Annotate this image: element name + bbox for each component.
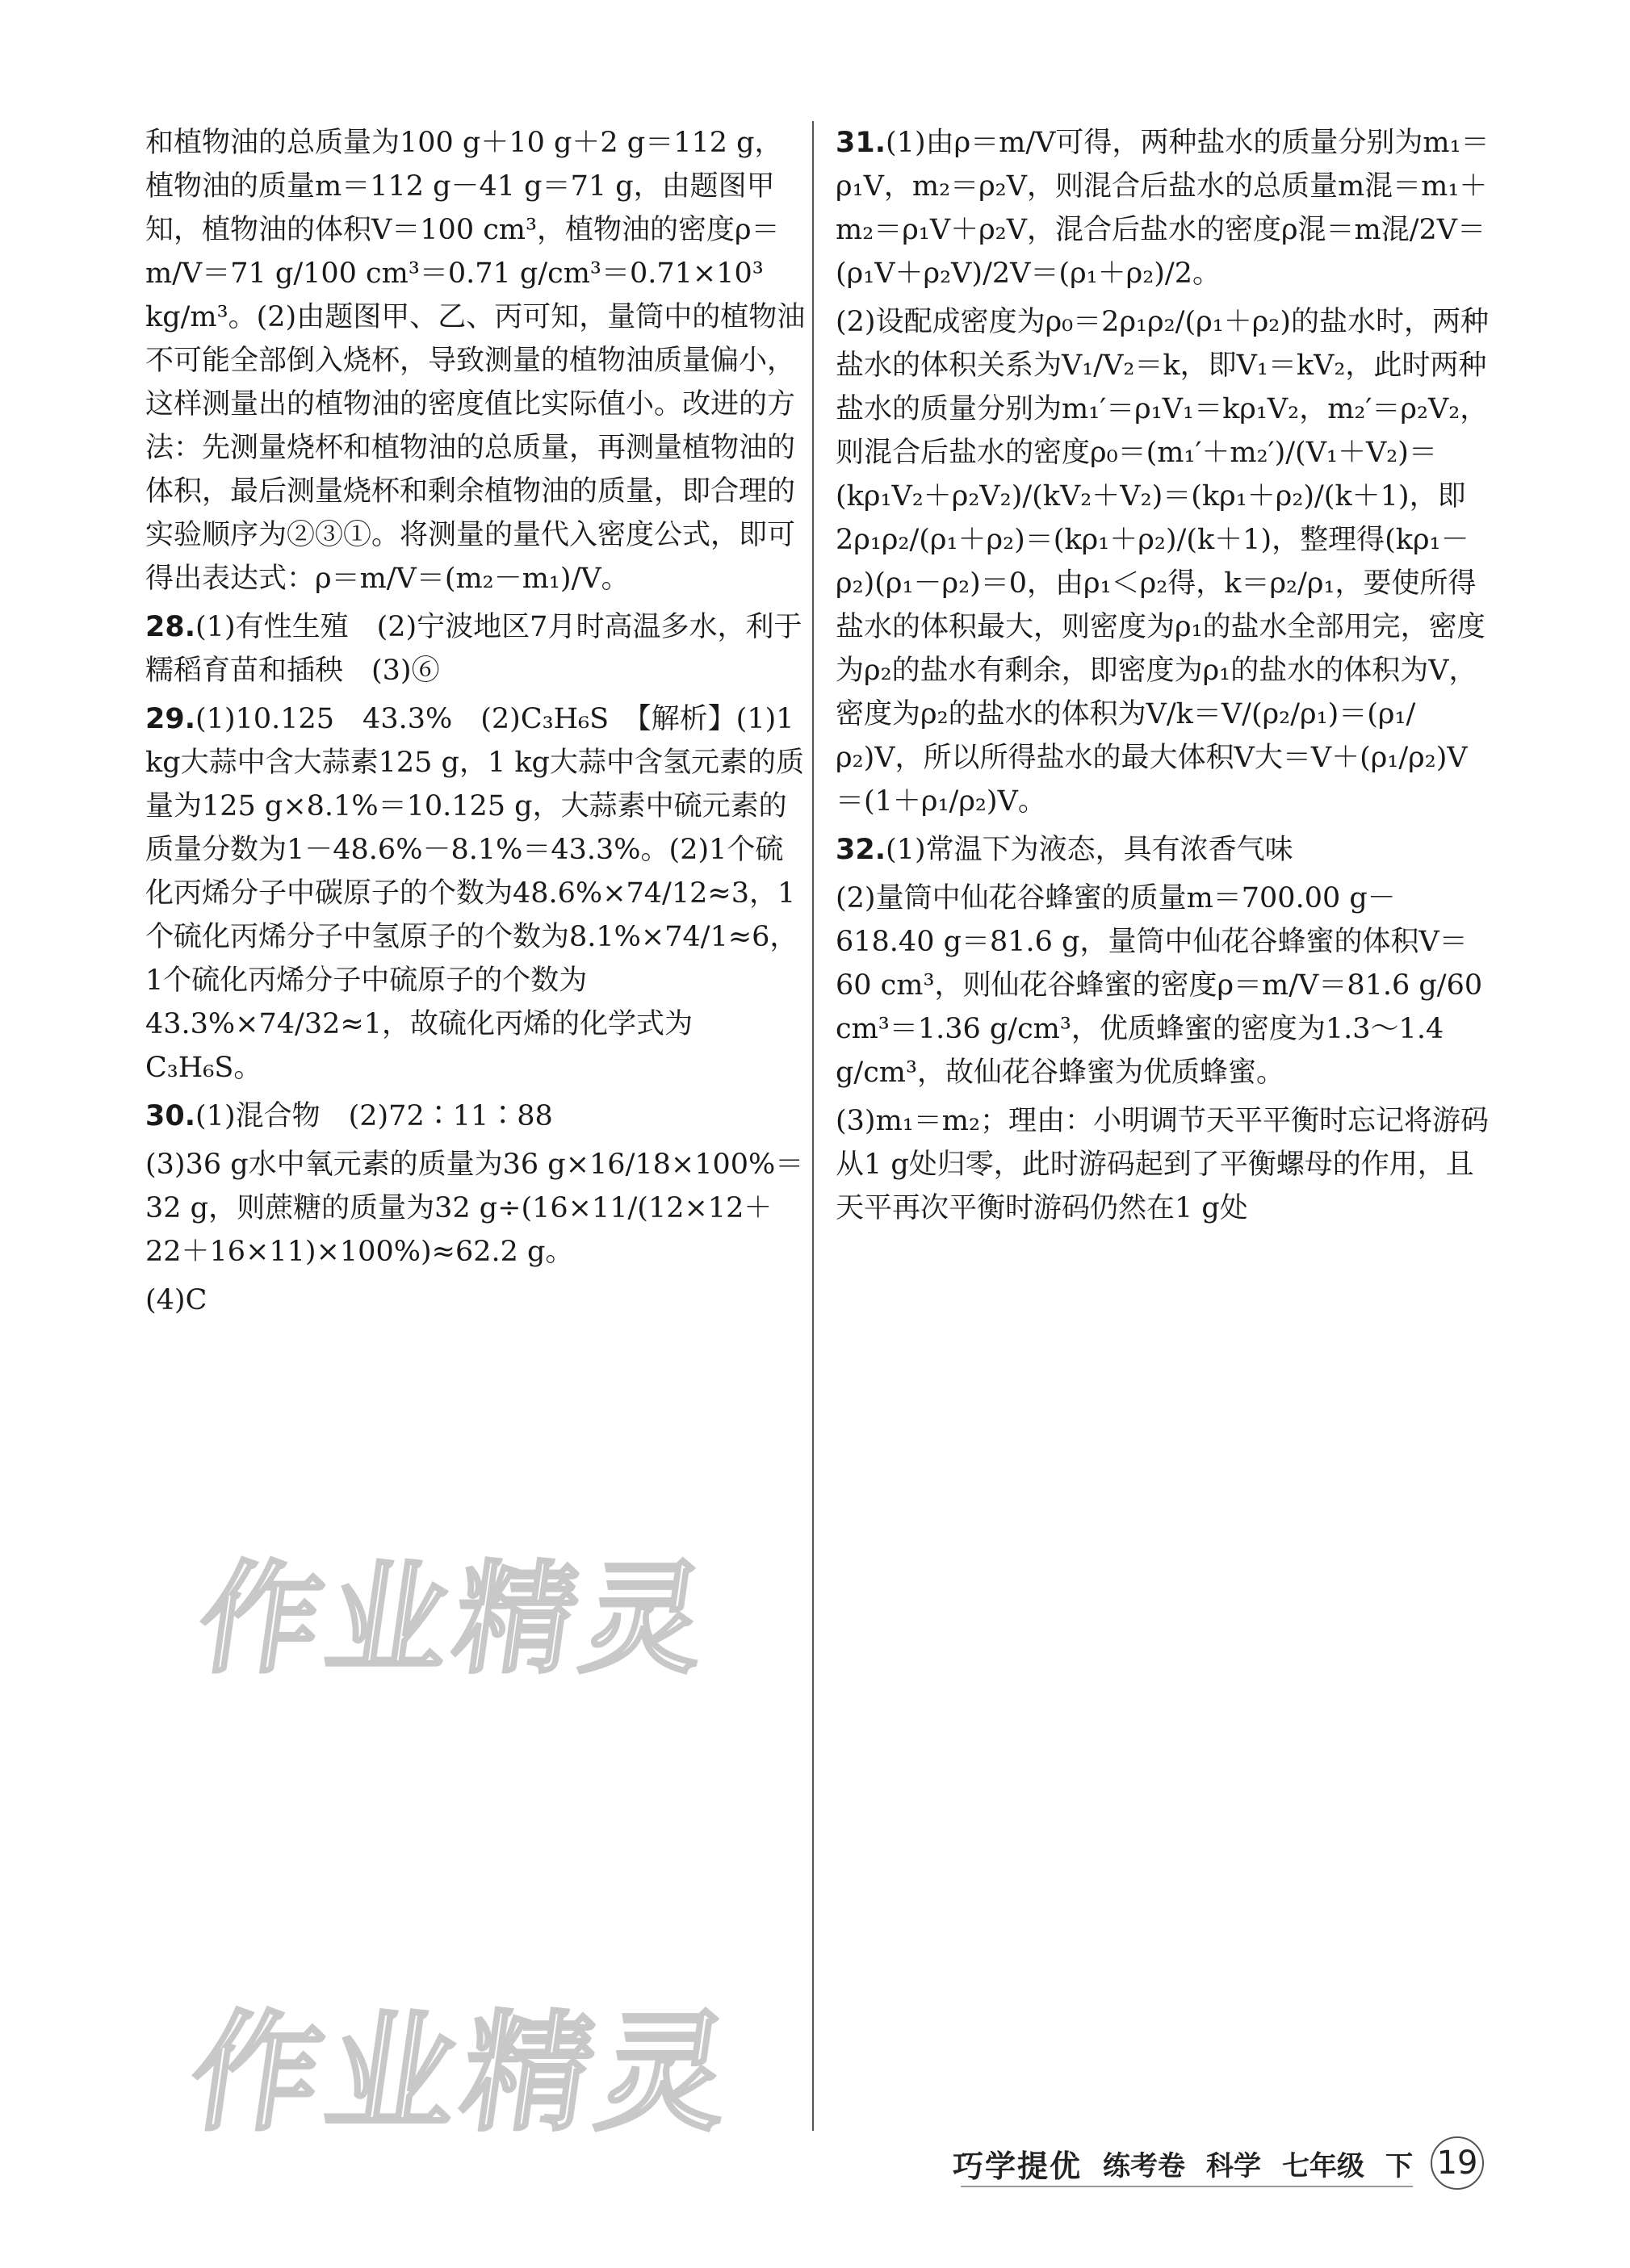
question-number: 29. xyxy=(145,703,196,735)
answer-31-part2 xyxy=(836,300,1494,823)
column-divider xyxy=(812,121,814,2131)
footer-brand: 巧学提优 xyxy=(953,2148,1083,2184)
answer-30 xyxy=(145,1094,807,1138)
answer-text: (3)m₁＝m₂；理由：小明调节天平平衡时忘记将游码从1 g处归零，此时游码起到了平衡螺母的作用，且天平再次平衡时游码仍然在1 g处 xyxy=(836,1105,1490,1224)
left-column xyxy=(145,121,807,1327)
footer-term: 下 xyxy=(1385,2149,1414,2182)
answer-32-part2 xyxy=(836,877,1494,1094)
answer-27-continued xyxy=(145,121,807,600)
answer-text: (2)设配成密度为ρ₀＝2ρ₁ρ₂/(ρ₁＋ρ₂)的盐水时，两种盐水的体积关系为V₁/V₂＝k，即V₁＝kV₂，此时两种盐水的质量分别为m₁′＝ρ₁V₁＝kρ₁V₂，m₂′＝ρ₂V₂，则混合后盐水的密度ρ₀＝(m₁′＋m₂′)/(V₁＋V₂)＝(kρ₁V₂＋ρ₂V₂)/(kV₂＋V₂)＝(kρ₁＋ρ₂)/(k＋1)，即2ρ₁ρ₂/(ρ₁＋ρ₂)＝(kρ₁＋ρ₂)/(k＋1)，整理得(kρ₁－ρ₂)(ρ₁－ρ₂)＝0，由ρ₁＜ρ₂得，k＝ρ₂/ρ₁，要使所得盐水的体积最大，则密度为ρ₁的盐水全部用完，密度为ρ₂的盐水有剩余，即密度为ρ₁的盐水的体积为V，密度为ρ₂的盐水的体积为V/k＝V/(ρ₂/ρ₁)＝(ρ₁/ρ₂)V，所以所得盐水的最大体积V大＝V＋(ρ₁/ρ₂)V＝(1＋ρ₁/ρ₂)V。 xyxy=(836,306,1489,818)
answer-32 xyxy=(836,828,1494,872)
question-number: 30. xyxy=(145,1100,196,1132)
watermark-logo: 作业精灵 xyxy=(181,1998,746,2149)
question-number: 32. xyxy=(836,834,886,866)
footer-grade: 七年级 xyxy=(1282,2149,1365,2182)
answer-30-part4 xyxy=(145,1278,807,1322)
question-number: 31. xyxy=(836,127,886,159)
question-number: 28. xyxy=(145,611,196,643)
answer-28 xyxy=(145,605,807,693)
answer-31 xyxy=(836,121,1494,295)
answer-text: (3)36 g水中氧元素的质量为36 g×16/18×100%＝32 g，则蔗糖的质量为32 g÷(16×11/(12×12＋22＋16×11)×100%)≈62.2 g。 xyxy=(145,1149,804,1268)
answer-text: (2)量筒中仙花谷蜂蜜的质量m＝700.00 g－618.40 g＝81.6 g，量筒中仙花谷蜂蜜的体积V＝60 cm³，则仙花谷蜂蜜的密度ρ＝m/V＝81.6 g/60 cm³＝1.36 g/cm³，优质蜂蜜的密度为1.3～1.4 g/cm³，故仙花谷蜂蜜为优质蜂蜜。 xyxy=(836,882,1483,1089)
answer-text: (1)10.125 43.3% (2)C₃H₆S 【解析】(1)1 kg大蒜中含大蒜素125 g，1 kg大蒜中含氢元素的质量为125 g×8.1%＝10.125 g，大蒜素中硫元素的质量分数为1－48.6%－8.1%＝43.3%。(2)1个硫化丙烯分子中碳原子的个数为48.6%×74/12≈3，1个硫化丙烯分子中氢原子的个数为8.1%×74/1≈6，1个硫化丙烯分子中硫原子的个数为43.3%×74/32≈1，故硫化丙烯的化学式为C₃H₆S。 xyxy=(145,703,804,1084)
watermark-logo: 作业精灵 xyxy=(190,1550,721,1690)
answer-text: (4)C xyxy=(145,1284,207,1316)
answer-32-part3 xyxy=(836,1099,1494,1230)
answer-text: (1)常温下为液态，具有浓香气味 xyxy=(886,834,1293,866)
footer-type: 练考卷 xyxy=(1103,2149,1186,2182)
answer-30-part3 xyxy=(145,1143,807,1274)
answer-text: (1)由ρ＝m/V可得，两种盐水的质量分别为m₁＝ρ₁V，m₂＝ρ₂V，则混合后盐水的总质量m混＝m₁＋m₂＝ρ₁V＋ρ₂V，混合后盐水的密度ρ混＝m混/2V＝(ρ₁V＋ρ₂V)/2V＝(ρ₁＋ρ₂)/2。 xyxy=(836,127,1490,290)
page-footer xyxy=(953,2135,1484,2191)
footer-underline xyxy=(961,2186,1413,2187)
answer-text: 和植物油的总质量为100 g＋10 g＋2 g＝112 g，植物油的质量m＝112 g－41 g＝71 g，由题图甲知，植物油的体积V＝100 cm³，植物油的密度ρ＝m/V＝71 g/100 cm³＝0.71 g/cm³＝0.71×10³ kg/m³。(2)由题图甲、乙、丙可知，量筒中的植物油不可能全部倒入烧杯，导致测量的植物油质量偏小，这样测量出的植物油的密度值比实际值小。改进的方法：先测量烧杯和植物油的总质量，再测量植物油的体积，最后测量烧杯和剩余植物油的质量，即合理的实验顺序为②③①。将测量的量代入密度公式，即可得出表达式：ρ＝m/V＝(m₂－m₁)/V。 xyxy=(145,127,806,595)
page-number: 19 xyxy=(1431,2136,1484,2190)
right-column xyxy=(836,121,1494,1235)
footer-subject: 科学 xyxy=(1206,2149,1262,2182)
answer-text: (1)混合物 (2)72∶11∶88 xyxy=(195,1100,553,1132)
answer-text: (1)有性生殖 (2)宁波地区7月时高温多水，利于糯稻育苗和插秧 (3)⑥ xyxy=(145,611,802,687)
answer-29 xyxy=(145,697,807,1090)
